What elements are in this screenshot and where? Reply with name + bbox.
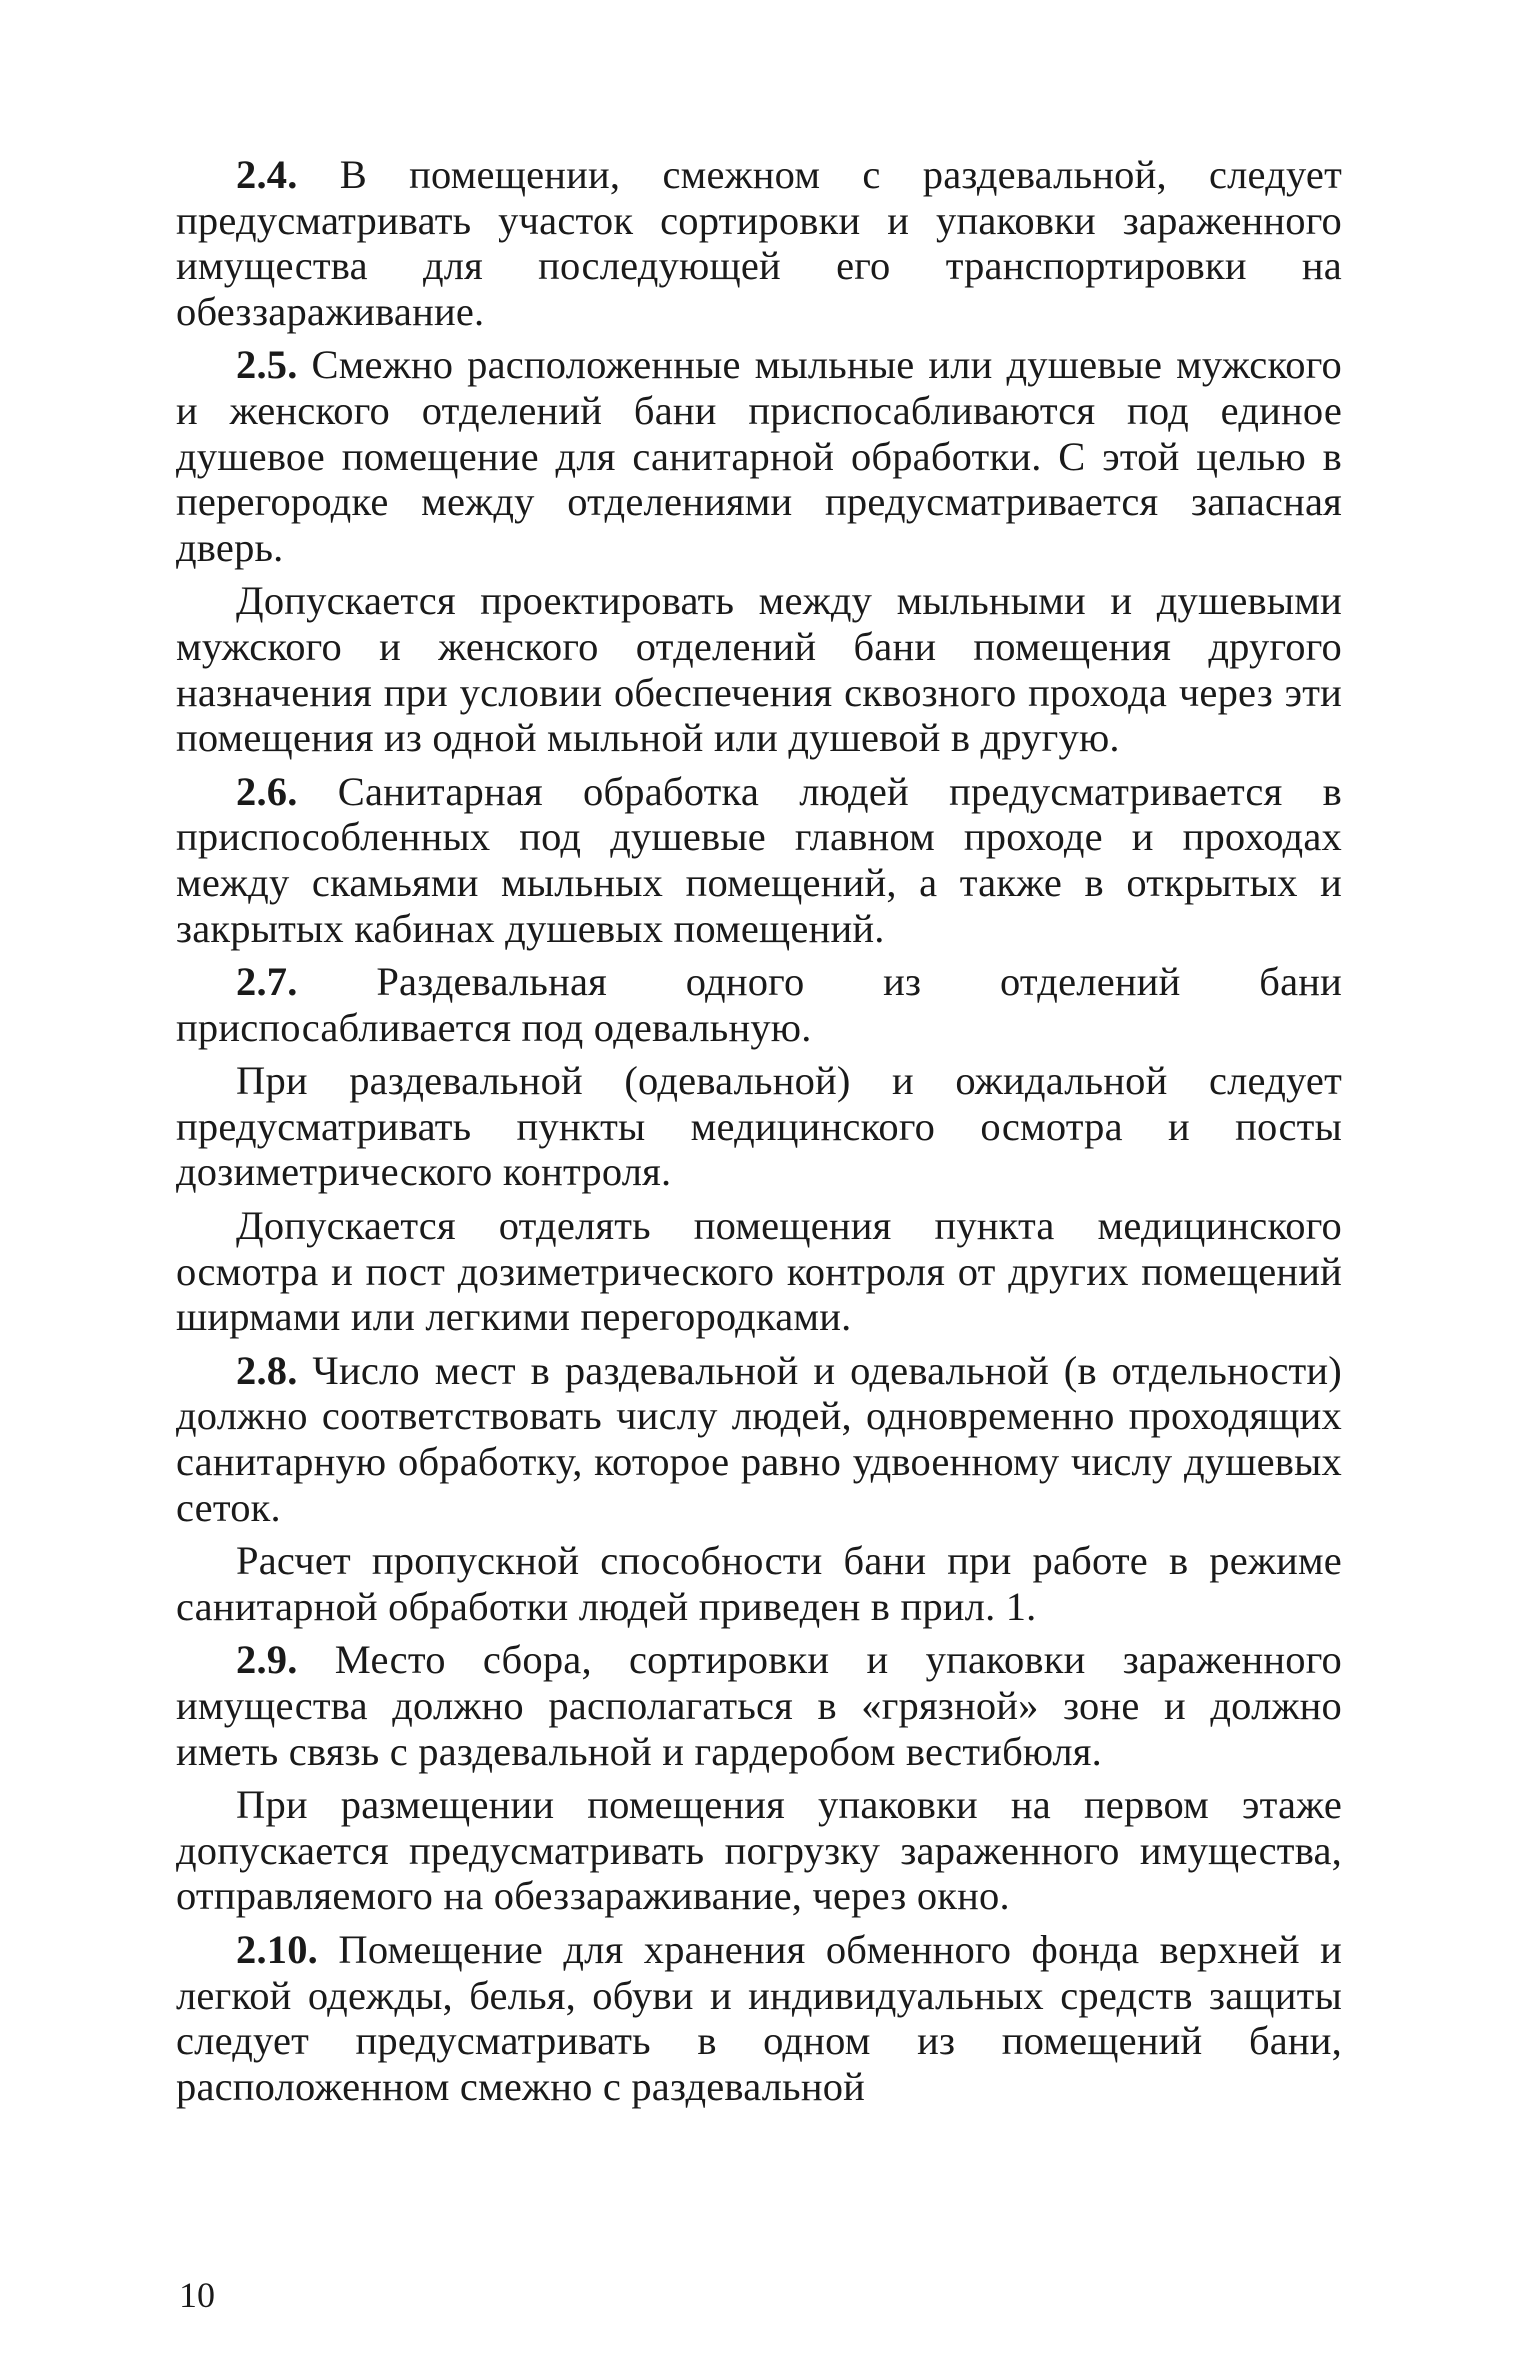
- paragraph-text: Место сбора, сортировки и упаковки зараженного имущества должно располагаться в «грязной» зоне и должно иметь связь с раздевальной и гардеробом вестибюля.: [176, 1637, 1342, 1774]
- clause-number: 2.10.: [236, 1926, 318, 1972]
- paragraph-2-6: [176, 769, 1342, 951]
- clause-number: 2.4.: [236, 152, 298, 197]
- clause-number: 2.6.: [236, 768, 298, 814]
- paragraph-2-7-cont-2: [176, 1203, 1342, 1340]
- paragraph-2-10: [176, 1927, 1342, 2109]
- clause-number: 2.5.: [236, 342, 298, 388]
- clause-number: 2.8.: [236, 1347, 298, 1393]
- paragraph-text: Число мест в раздевальной и одевальной (в отдельности) должно соответствовать числу людей, одновременно проходящих санитарную обработку, которое равно удвоенному числу душевых сеток.: [176, 1347, 1342, 1530]
- paragraph-2-4: [176, 152, 1342, 334]
- paragraph-2-7: [176, 959, 1342, 1050]
- paragraph-2-8: [176, 1348, 1342, 1530]
- page-number: 10: [179, 2275, 215, 2315]
- paragraph-text: Раздевальная одного из отделений бани приспосабливается под одевальную.: [176, 959, 1342, 1050]
- paragraph-2-9-cont: [176, 1782, 1342, 1919]
- paragraph-text: Допускается отделять помещения пункта медицинского осмотра и пост дозиметрического контроля от других помещений ширмами или легкими перегородками.: [176, 1203, 1342, 1340]
- paragraph-2-5-cont: [176, 578, 1342, 760]
- clause-number: 2.9.: [236, 1637, 298, 1683]
- paragraph-2-9: [176, 1637, 1342, 1774]
- paragraph-2-7-cont-1: [176, 1058, 1342, 1195]
- clause-number: 2.7.: [236, 959, 298, 1005]
- paragraph-text: При раздевальной (одевальной) и ожидальной следует предусматривать пункты медицинского осмотра и посты дозиметрического контроля.: [176, 1058, 1342, 1195]
- paragraph-text: Санитарная обработка людей предусматривается в приспособленных под душевые главном проходе и проходах между скамьями мыльных помещений, а также в открытых и закрытых кабинах душевых помещений.: [176, 768, 1342, 951]
- paragraph-2-5: [176, 342, 1342, 570]
- paragraph-text: При размещении помещения упаковки на первом этаже допускается предусматривать погрузку зараженного имущества, отправляемого на обеззараживание, через окно.: [176, 1782, 1342, 1919]
- body-text: [176, 152, 1342, 2109]
- paragraph-text: Смежно расположенные мыльные или душевые мужского и женского отделений бани приспосабливаются под единое душевое помещение для санитарной обработки. С этой целью в перегородке между отделениями предусматривается запасная дверь.: [176, 342, 1342, 570]
- paragraph-text: Помещение для хранения обменного фонда верхней и легкой одежды, белья, обуви и индивидуальных средств защиты следует предусматривать в одном из помещений бани, расположенном смежно с раздевальной: [176, 1926, 1342, 2109]
- paragraph-text: Допускается проектировать между мыльными и душевыми мужского и женского отделений бани помещения другого назначения при условии обеспечения сквозного прохода через эти помещения из одной мыльной или душевой в другую.: [176, 578, 1342, 761]
- paragraph-text: В помещении, смежном с раздевальной, следует предусматривать участок сортировки и упаковки зараженного имущества для последующей его транспортировки на обеззараживание.: [176, 152, 1342, 334]
- paragraph-2-8-cont: [176, 1538, 1342, 1629]
- paragraph-text: Расчет пропускной способности бани при работе в режиме санитарной обработки людей приведен в прил. 1.: [176, 1538, 1342, 1629]
